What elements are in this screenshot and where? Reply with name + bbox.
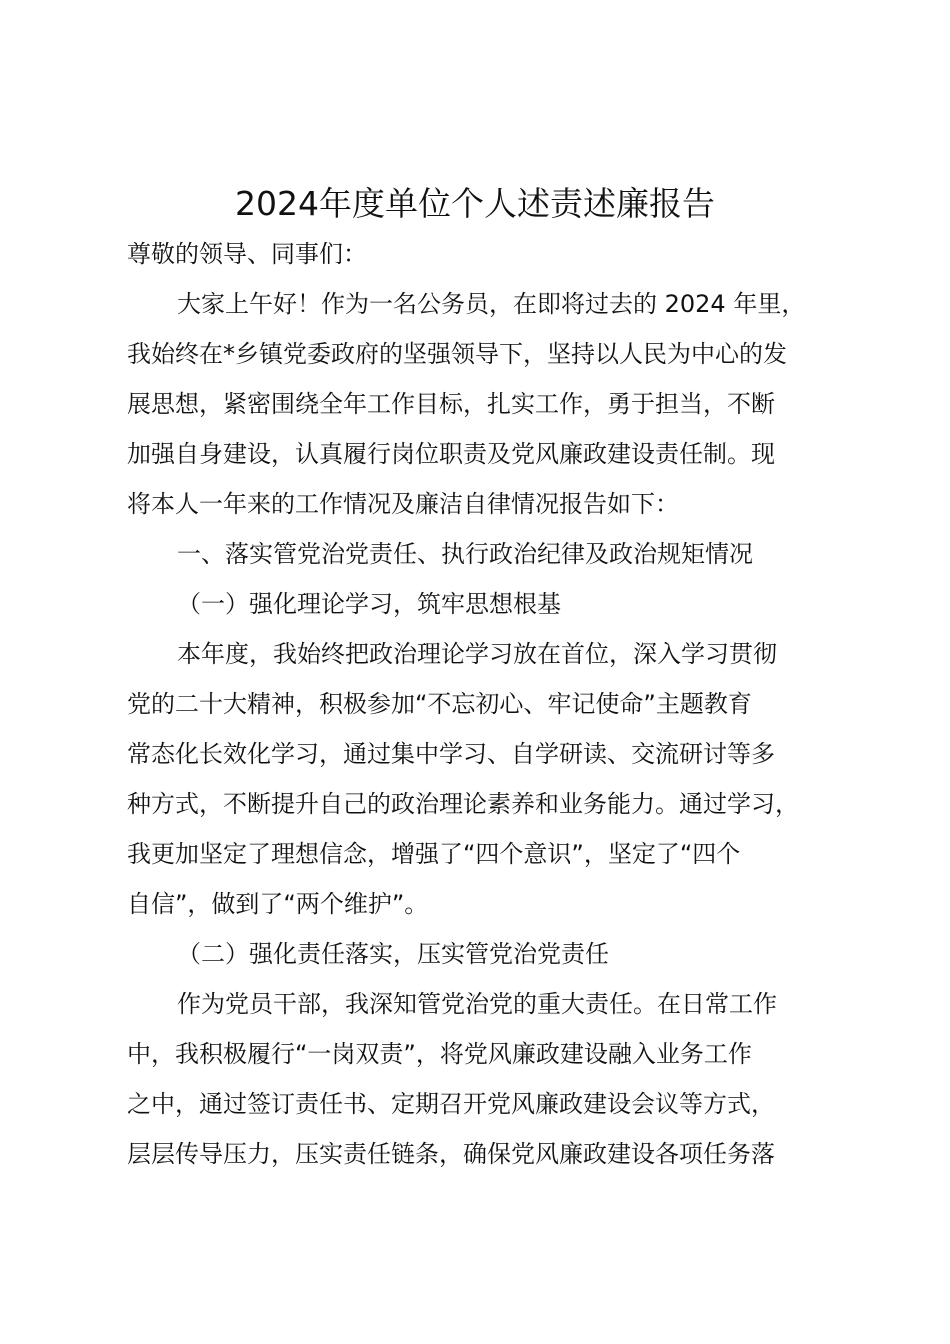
body-line: 中，我积极履行“一岗双责”，将党风廉政建设融入业务工作 xyxy=(127,1040,752,1068)
body-line: 展思想，紧密围绕全年工作目标，扎实工作，勇于担当，不断 xyxy=(127,390,775,418)
body-line: 本年度，我始终把政治理论学习放在首位，深入学习贯彻 xyxy=(177,640,777,668)
section-heading: 一、落实管党治党责任、执行政治纪律及政治规矩情况 xyxy=(177,540,753,568)
body-line: 我更加坚定了理想信念，增强了“四个意识”，坚定了“四个 xyxy=(127,840,741,868)
body-line: 作为党员干部，我深知管党治党的重大责任。在日常工作 xyxy=(177,990,777,1018)
body-line: 我始终在*乡镇党委政府的坚强领导下，坚持以人民为中心的发 xyxy=(127,340,787,368)
document-title: 2024年度单位个人述责述廉报告 xyxy=(235,184,715,223)
body-line: 层层传导压力，压实责任链条，确保党风廉政建设各项任务落 xyxy=(127,1140,775,1168)
body-line: 大家上午好！作为一名公务员，在即将过去的 2024 年里， xyxy=(177,290,806,318)
subsection-heading: （一）强化理论学习，筑牢思想根基 xyxy=(177,590,561,618)
body-line: 党的二十大精神，积极参加“不忘初心、牢记使命”主题教育 xyxy=(127,690,752,718)
body-line: 之中，通过签订责任书、定期召开党风廉政建设会议等方式， xyxy=(127,1090,775,1118)
body-line: 加强自身建设，认真履行岗位职责及党风廉政建设责任制。现 xyxy=(127,440,775,468)
body-line: 将本人一年来的工作情况及廉洁自律情况报告如下： xyxy=(127,490,679,518)
salutation-line: 尊敬的领导、同事们： xyxy=(127,240,367,268)
subsection-heading: （二）强化责任落实，压实管党治党责任 xyxy=(177,940,609,968)
body-line: 种方式，不断提升自己的政治理论素养和业务能力。通过学习， xyxy=(127,790,799,818)
body-line: 自信”，做到了“两个维护”。 xyxy=(127,890,429,918)
body-line: 常态化长效化学习，通过集中学习、自学研读、交流研讨等多 xyxy=(127,740,775,768)
